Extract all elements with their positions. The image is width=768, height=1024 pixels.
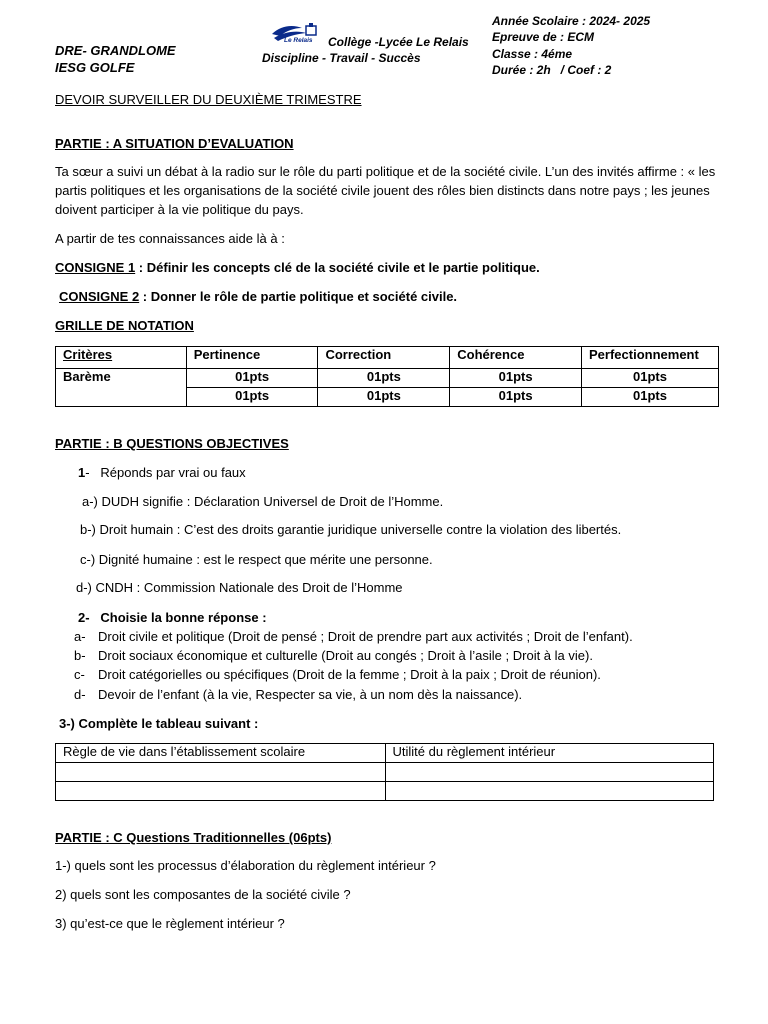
rules-table-header-rule: Règle de vie dans l’établissement scolaire — [56, 744, 386, 763]
part-a-instruction: A partir de tes connaissances aide là à : — [55, 231, 285, 246]
grid-header-perfectionnement: Perfectionnement — [582, 347, 719, 369]
consigne-2 — [59, 289, 457, 304]
q2-item-a: Droit civile et politique (Droit de pensé ; Droit de prendre part aux activités ; Droit de l’enfant). — [98, 629, 633, 644]
consigne-1 — [55, 260, 540, 275]
consigne-1-label: CONSIGNE 1 — [55, 260, 136, 275]
rules-table-header-row — [56, 744, 714, 763]
q1-item-a: a-) DUDH signifie : Déclaration Universel de Droit de l’Homme. — [82, 494, 444, 509]
part-c-heading: PARTIE : C Questions Traditionnelles (06pts) — [55, 830, 332, 845]
question-2-title: 2- Choisie la bonne réponse : — [78, 610, 267, 625]
q1-item-b: b-) Droit humain : C’est des droits garantie juridique universelle contre la violation des libertés. — [80, 522, 622, 537]
rules-table-cell[interactable] — [385, 763, 713, 782]
rules-table-header-utility: Utilité du règlement intérieur — [385, 744, 713, 763]
rules-table-row — [56, 782, 714, 801]
grid-cell: 01pts — [450, 369, 582, 388]
q2-item-c: Droit catégorielles ou spécifiques (Droit de la femme ; Droit à la paix ; Droit de réunion). — [98, 667, 601, 682]
header-left-line1: DRE- GRANDLOME — [55, 43, 176, 58]
grid-header-criteres: Critères — [56, 347, 187, 369]
grading-grid — [55, 346, 719, 407]
header-subject: Epreuve de : ECM — [492, 30, 595, 44]
part-a-heading: PARTIE : A SITUATION D’EVALUATION — [55, 136, 294, 151]
logo-text: Le Relais — [284, 37, 313, 44]
grid-header-pertinence: Pertinence — [186, 347, 318, 369]
q1-item-c: c-) Dignité humaine : est le respect que mérite une personne. — [80, 552, 433, 567]
consigne-2-text: : Donner le rôle de partie politique et société civile. — [139, 289, 458, 304]
rules-table-cell[interactable] — [56, 782, 386, 801]
part-a-situation: Ta sœur a suivi un débat à la radio sur le rôle du parti politique et de la société civile. L’un des invités affirme : « les partis politiques et les organisations de la société civile jouent des rôles bien distincts dans notre pays ; les jeunes doivent participer à la vie politique du pays. — [55, 164, 716, 217]
grid-cell: 01pts — [318, 369, 450, 388]
question-3-title: 3-) Complète le tableau suivant : — [59, 716, 259, 731]
q2-letter-c: c- — [74, 667, 85, 682]
grading-grid-header-row — [56, 347, 719, 369]
exam-title: DEVOIR SURVEILLER DU DEUXIÈME TRIMESTRE — [55, 92, 362, 107]
header-duration: Durée : 2h / Coef : 2 — [492, 63, 612, 77]
header-left-line2: IESG GOLFE — [55, 60, 135, 75]
grid-header-coherence: Cohérence — [450, 347, 582, 369]
part-c-question-1: 1-) quels sont les processus d’élaboration du règlement intérieur ? — [55, 858, 436, 873]
q2-letter-a: a- — [74, 629, 86, 644]
grid-cell: 01pts — [450, 388, 582, 407]
grid-heading: GRILLE DE NOTATION — [55, 318, 194, 333]
part-c-question-2: 2) quels sont les composantes de la société civile ? — [55, 887, 351, 902]
grid-header-correction: Correction — [318, 347, 450, 369]
header-class: Classe : 4éme — [492, 47, 573, 61]
grid-cell: 01pts — [318, 388, 450, 407]
q1-item-d: d-) CNDH : Commission Nationale des Droit de l’Homme — [76, 580, 403, 595]
question-1-title: 1- Réponds par vrai ou faux — [78, 465, 246, 480]
grid-cell: 01pts — [186, 369, 318, 388]
consigne-2-label: CONSIGNE 2 — [59, 289, 140, 304]
header-year: Année Scolaire : 2024- 2025 — [492, 14, 651, 28]
q2-letter-d: d- — [74, 687, 86, 702]
rules-table-cell[interactable] — [385, 782, 713, 801]
part-c-question-3: 3) qu’est-ce que le règlement intérieur ? — [55, 916, 285, 931]
rules-table-row — [56, 763, 714, 782]
grading-grid-row — [56, 369, 719, 388]
consigne-1-text: : Définir les concepts clé de la société civile et le partie politique. — [135, 260, 540, 275]
school-motto: Discipline - Travail - Succès — [262, 51, 421, 65]
grid-cell: 01pts — [582, 388, 719, 407]
school-logo-icon — [268, 22, 320, 48]
rules-table-cell[interactable] — [56, 763, 386, 782]
rules-table — [55, 743, 714, 801]
grid-bareme-label: Barème — [56, 369, 187, 407]
grid-cell: 01pts — [186, 388, 318, 407]
q2-item-b: Droit sociaux économique et culturelle (Droit au congés ; Droit à l’asile ; Droit à la vie). — [98, 648, 593, 663]
school-logo — [268, 22, 320, 48]
school-name: Collège -Lycée Le Relais — [328, 35, 469, 49]
q2-item-d: Devoir de l’enfant (à la vie, Respecter sa vie, à un nom dès la naissance). — [98, 687, 523, 702]
grid-cell: 01pts — [582, 369, 719, 388]
q2-letter-b: b- — [74, 648, 86, 663]
part-b-heading: PARTIE : B QUESTIONS OBJECTIVES — [55, 436, 289, 451]
